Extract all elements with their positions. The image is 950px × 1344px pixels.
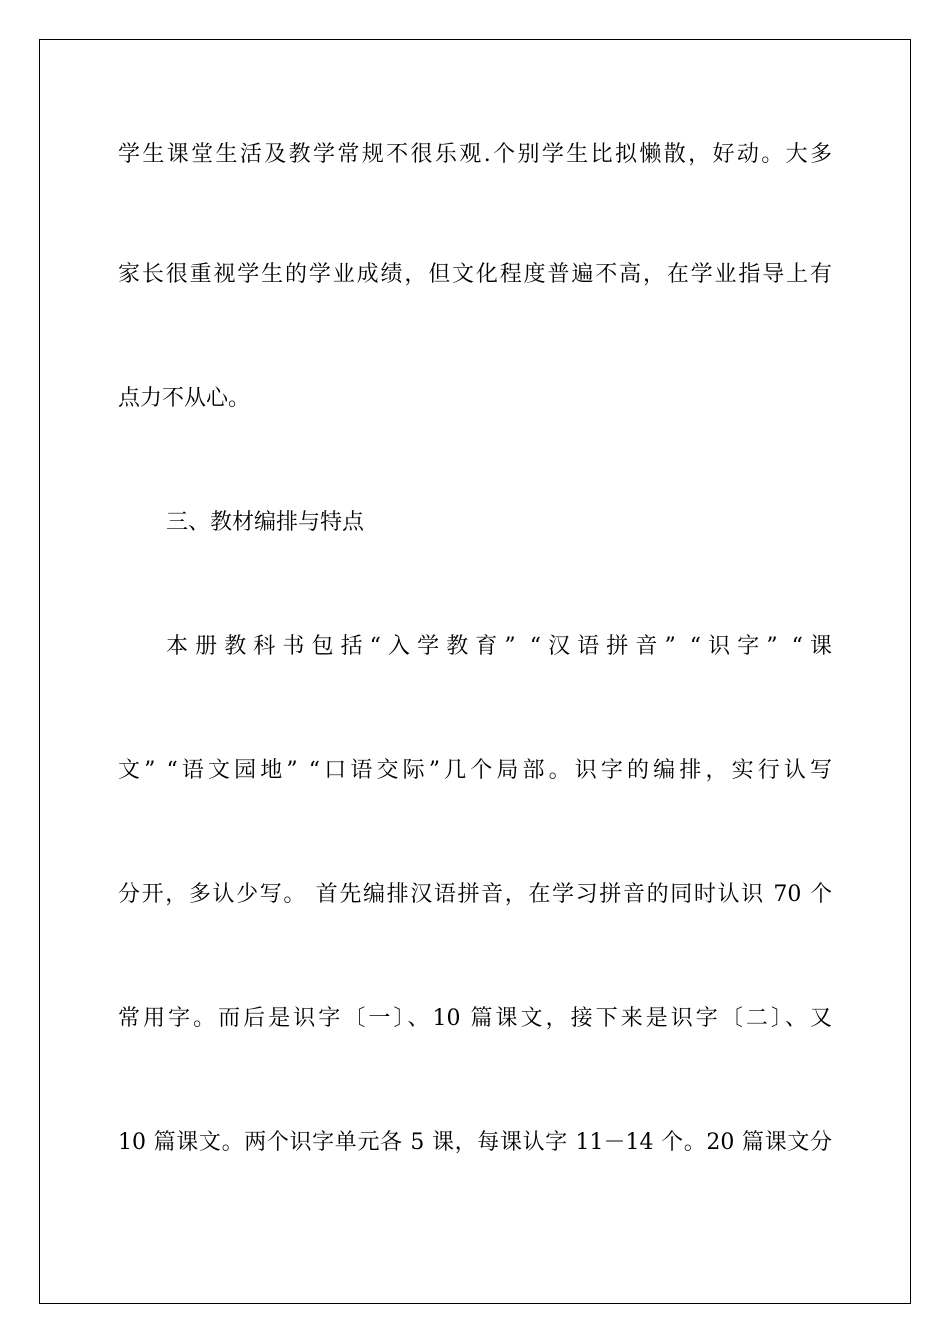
paragraph-line-9: 10 篇课文。两个识字单元各 5 课，每课认字 11－14 个。20 篇课文分 [118, 1130, 832, 1155]
page-border [39, 39, 911, 1304]
paragraph-line-3: 点力不从心。 [118, 386, 251, 411]
paragraph-line-8: 常用字。而后是识字〔一〕、10 篇课文，接下来是识字〔二〕、又 [118, 1006, 832, 1031]
paragraph-line-6: 文” “语文园地” “口语交际”几个局部。识字的编排，实行认写 [118, 758, 832, 783]
paragraph-line-5: 本册教科书包括“入学教育” “汉语拼音” “识字” “课 [166, 634, 832, 659]
paragraph-line-1: 学生课堂生活及教学常规不很乐观.个别学生比拟懒散，好动。大多 [118, 142, 832, 167]
section-heading: 三、教材编排与特点 [166, 510, 365, 535]
paragraph-line-7: 分开，多认少写。 首先编排汉语拼音，在学习拼音的同时认识 70 个 [118, 882, 832, 907]
paragraph-line-2: 家长很重视学生的学业成绩，但文化程度普遍不高，在学业指导上有 [118, 262, 832, 287]
